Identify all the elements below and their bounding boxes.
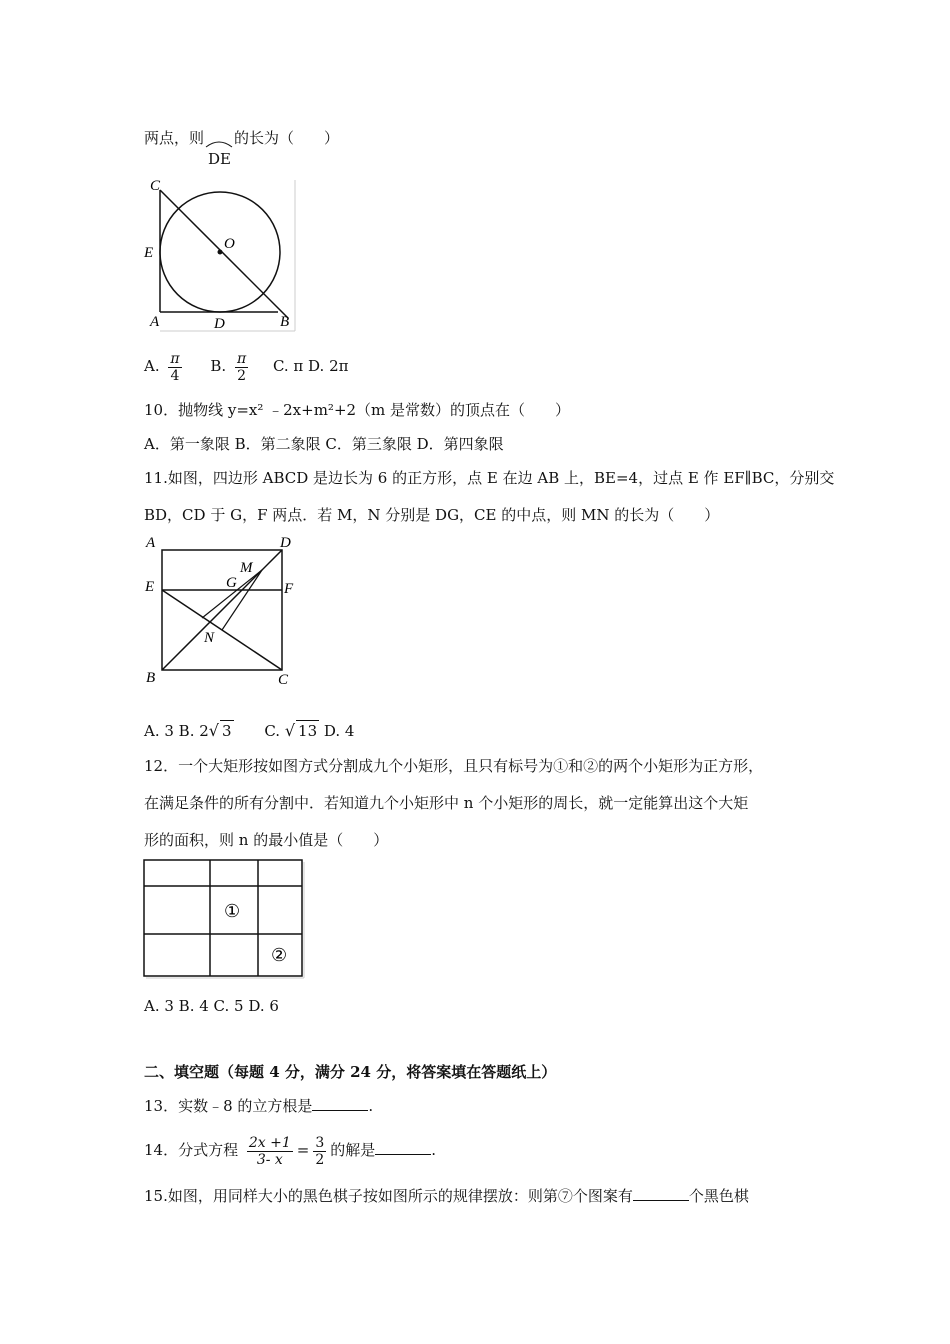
q14-rhs-fraction: $\frac{3}{2}$ <box>315 1134 325 1168</box>
option-cd: C. π D. 2π <box>272 357 349 375</box>
q11-line1: 11.如图，四边形 ABCD 是边长为 6 的正方形，点 E 在边 AB 上，BE=4，过点 E 作 EF∥BC，分别交 <box>144 469 835 487</box>
option-b-label: B. <box>210 357 227 375</box>
square-label-2: ② <box>271 945 288 966</box>
q9-stem-a: 两点，则 <box>144 129 205 147</box>
label-f: F <box>284 581 294 597</box>
q14-lhs-fraction: $\frac{2x +1}{3- x}$ <box>248 1134 291 1168</box>
arc-de <box>204 129 234 168</box>
q12-line1: 12．一个大矩形按如图方式分割成九个小矩形，且只有标号为①和②的两个小矩形为正方形， <box>144 757 764 775</box>
q14-text: 14．分式方程 <box>144 1141 239 1159</box>
option-a-fraction: $\frac{\pi}{4}$ <box>170 350 180 384</box>
label-e: E <box>145 579 155 595</box>
option-c-radicand: 13 <box>298 722 318 740</box>
option-b-radicand: 3 <box>222 722 232 740</box>
sqrt-icon: √ <box>284 721 296 740</box>
label-m: M <box>240 560 253 576</box>
q12-figure <box>142 858 308 982</box>
q9-options <box>144 348 348 384</box>
segment-cb <box>160 190 288 318</box>
arc-mark-icon <box>204 137 234 149</box>
center-point <box>218 250 223 255</box>
label-c: C <box>150 178 161 194</box>
sqrt-icon: √ <box>208 721 219 740</box>
q9-stem <box>144 128 340 168</box>
q9-stem-b: 的长为（ ） <box>234 129 340 147</box>
option-ab: A. 3 B. 2 <box>144 722 209 740</box>
answer-blank[interactable] <box>633 1186 689 1201</box>
option-b-fraction: $\frac{\pi}{2}$ <box>236 350 247 384</box>
label-b: B <box>146 670 156 686</box>
label-a: A <box>146 535 156 551</box>
q11-line2: BD，CD 于 G，F 两点．若 M，N 分别是 DG，CE 的中点，则 MN 的长为（ ） <box>144 506 720 524</box>
answer-blank[interactable] <box>375 1140 431 1155</box>
q12-line3: 形的面积，则 n 的最小值是（ ） <box>144 831 389 849</box>
q14: 14．分式方程 $\frac{2x +1}{3- x}$ = $\frac{3}{2}$ 的解是 . <box>144 1134 437 1168</box>
option-d: D. 4 <box>323 722 355 740</box>
q11-figure <box>142 532 302 688</box>
q11-options <box>144 720 354 741</box>
label-d: D <box>214 316 225 332</box>
label-e: E <box>144 245 154 261</box>
option-a-label: A. <box>144 357 160 375</box>
arc-label: DE <box>208 150 231 168</box>
section-title: 二、填空题（每题 4 分，满分 24 分，将答案填在答题纸上） <box>144 1063 557 1081</box>
label-o: O <box>224 236 235 252</box>
answer-blank[interactable] <box>312 1096 368 1111</box>
q13: 13．实数﹣8 的立方根是 . <box>144 1097 374 1115</box>
label-n: N <box>204 630 215 646</box>
segment-bd <box>162 550 282 670</box>
q12-options: A. 3 B. 4 C. 5 D. 6 <box>144 997 279 1015</box>
q15-text: 15.如图，用同样大小的黑色棋子按如图所示的规律摆放：则第⑦个图案有 <box>144 1187 633 1205</box>
q13-text: 13．实数﹣8 的立方根是 <box>144 1097 313 1115</box>
q9-figure <box>142 178 298 334</box>
option-c-label: C. <box>264 722 281 740</box>
q12-line2: 在满足条件的所有分割中．若知道九个小矩形中 n 个小矩形的周长，就一定能算出这个大矩 <box>144 794 749 812</box>
label-d: D <box>280 535 291 551</box>
label-a: A <box>150 314 160 330</box>
label-c: C <box>278 672 289 688</box>
label-b: B <box>280 314 290 330</box>
q10-stem: 10．抛物线 y=x² ﹣2x+m²+2（m 是常数）的顶点在（ ） <box>144 401 571 419</box>
square-label-1: ① <box>224 901 241 922</box>
label-g: G <box>226 575 237 591</box>
q10-options: A．第一象限 B．第二象限 C．第三象限 D．第四象限 <box>144 435 504 453</box>
q15: 15.如图，用同样大小的黑色棋子按如图所示的规律摆放：则第⑦个图案有 个黑色棋 <box>144 1187 749 1205</box>
